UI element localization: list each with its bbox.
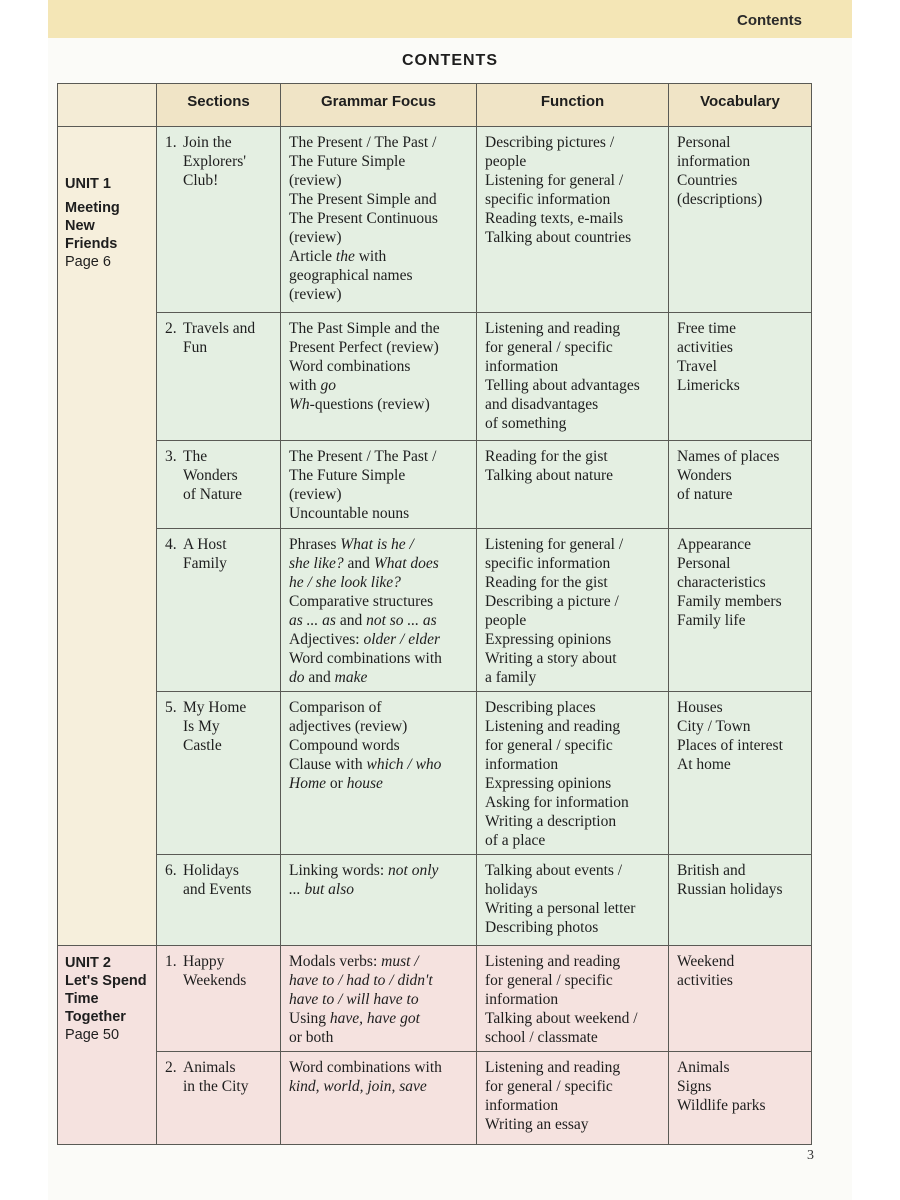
vocabulary-line: Wildlife parks [677, 1097, 766, 1114]
section-title-text: Happy [183, 953, 225, 970]
function-line: for general / specific [485, 1078, 613, 1095]
page-number: 3 [807, 1148, 814, 1163]
function-line: Talking about events / [485, 862, 623, 879]
function-line: Talking about nature [485, 467, 614, 484]
vocabulary-line: Travel [677, 358, 717, 375]
grammar-cell [281, 1052, 477, 1145]
unit-title-line: Time [65, 991, 99, 1007]
section-title-line [165, 338, 274, 357]
function-line: Reading for the gist [485, 448, 608, 465]
grammar-line: Compound words [289, 737, 400, 754]
table-row [58, 946, 812, 1052]
vocabulary-line: activities [677, 972, 733, 989]
grammar-line: The Future Simple [289, 153, 406, 170]
grammar-line: adjectives (review) [289, 718, 408, 735]
section-title-line [165, 880, 274, 899]
vocabulary-line: Countries [677, 172, 738, 189]
section-title-line [165, 861, 274, 880]
vocabulary-line: Family life [677, 612, 746, 629]
grammar-line: ... but also [289, 881, 355, 898]
table-row [58, 1052, 812, 1145]
grammar-line: Word combinations [289, 358, 411, 375]
grammar-line: he / she look like? [289, 574, 401, 591]
vocabulary-line: Family members [677, 593, 782, 610]
function-line: Asking for information [485, 794, 629, 811]
function-line: specific information [485, 555, 611, 572]
grammar-line: The Present / The Past / [289, 134, 437, 151]
function-line: for general / specific [485, 737, 613, 754]
section-number: 6. [165, 862, 177, 879]
section-title-line [165, 1077, 274, 1096]
function-cell [477, 692, 669, 855]
grammar-line: Phrases What is he / [289, 536, 414, 553]
column-header-vocabulary: Vocabulary [669, 84, 812, 127]
function-cell [477, 127, 669, 313]
column-header-sections: Sections [157, 84, 281, 127]
function-line: holidays [485, 881, 538, 898]
function-line: Listening and reading [485, 718, 621, 735]
unit-title-line: New Friends [65, 218, 118, 252]
function-line: Reading for the gist [485, 574, 608, 591]
section-title-line [165, 171, 274, 190]
section-title-line [165, 554, 274, 573]
function-line: information [485, 358, 559, 375]
grammar-line: The Future Simple [289, 467, 406, 484]
unit-title [65, 199, 150, 253]
section-title-text: Travels and [183, 320, 256, 337]
grammar-cell [281, 692, 477, 855]
grammar-line: The Present Continuous [289, 210, 438, 227]
section-cell [157, 529, 281, 692]
vocabulary-line: characteristics [677, 574, 766, 591]
section-number: 3. [165, 448, 177, 465]
function-line: and disadvantages [485, 396, 599, 413]
grammar-line: Using have, have got [289, 1010, 420, 1027]
vocabulary-line: Houses [677, 699, 723, 716]
section-title-line [165, 736, 274, 755]
table-row [58, 313, 812, 441]
function-line: Writing a personal letter [485, 900, 636, 917]
section-title-line [165, 971, 274, 990]
vocabulary-line: Names of places [677, 448, 780, 465]
function-line: Expressing opinions [485, 631, 612, 648]
section-title-text: of Nature [183, 486, 242, 503]
unit-number: UNIT 2 [65, 955, 111, 971]
vocabulary-line: activities [677, 339, 733, 356]
grammar-cell [281, 855, 477, 946]
grammar-line: with go [289, 377, 336, 394]
function-line: Listening and reading [485, 953, 621, 970]
grammar-line: Word combinations with [289, 1059, 442, 1076]
function-line: a family [485, 669, 537, 686]
vocabulary-line: information [677, 153, 751, 170]
section-cell [157, 127, 281, 313]
section-title-text: Family [183, 555, 227, 572]
vocabulary-cell [669, 1052, 812, 1145]
running-header: Contents [737, 12, 802, 29]
grammar-line: Word combinations with [289, 650, 442, 667]
function-line: Listening for general / [485, 172, 624, 189]
grammar-cell [281, 529, 477, 692]
section-title-line [165, 319, 274, 338]
vocabulary-line: (descriptions) [677, 191, 763, 208]
grammar-line: Comparative structures [289, 593, 434, 610]
vocabulary-cell [669, 313, 812, 441]
vocabulary-cell [669, 529, 812, 692]
function-cell [477, 1052, 669, 1145]
table-row [58, 692, 812, 855]
section-title-text: and Events [183, 881, 252, 898]
section-title-line [165, 535, 274, 554]
grammar-line: Uncountable nouns [289, 505, 410, 522]
grammar-line: (review) [289, 286, 342, 303]
function-line: Reading texts, e-mails [485, 210, 624, 227]
section-cell [157, 855, 281, 946]
function-line: school / classmate [485, 1029, 598, 1046]
grammar-line: The Present / The Past / [289, 448, 437, 465]
grammar-line: or both [289, 1029, 334, 1046]
section-title-text: Animals [183, 1059, 236, 1076]
grammar-line: she like? and What does [289, 555, 439, 572]
function-cell [477, 313, 669, 441]
grammar-line: The Past Simple and the [289, 320, 440, 337]
function-line: Talking about countries [485, 229, 632, 246]
grammar-line: geographical names [289, 267, 413, 284]
section-cell [157, 313, 281, 441]
grammar-line: Comparison of [289, 699, 382, 716]
grammar-line: Present Perfect (review) [289, 339, 439, 356]
table-row [58, 441, 812, 529]
function-line: Describing pictures / [485, 134, 615, 151]
column-header-grammar: Grammar Focus [281, 84, 477, 127]
unit-title-line: Together [65, 1009, 126, 1025]
unit-title-line: Let's Spend [65, 973, 147, 989]
unit-page-ref: Page 50 [65, 1027, 120, 1043]
grammar-cell [281, 313, 477, 441]
grammar-line: (review) [289, 229, 342, 246]
grammar-line: do and make [289, 669, 368, 686]
section-cell [157, 946, 281, 1052]
section-title-line [165, 717, 274, 736]
section-title-line [165, 952, 274, 971]
section-cell [157, 692, 281, 855]
vocabulary-cell [669, 855, 812, 946]
vocabulary-cell [669, 946, 812, 1052]
function-line: of a place [485, 832, 546, 849]
section-cell [157, 441, 281, 529]
section-title-text: Wonders [183, 467, 238, 484]
header-band [48, 0, 852, 38]
section-title-text: Weekends [183, 972, 247, 989]
vocabulary-line: Russian holidays [677, 881, 783, 898]
function-line: Talking about weekend / [485, 1010, 638, 1027]
grammar-line: Wh-questions (review) [289, 396, 430, 413]
section-number: 2. [165, 1059, 177, 1076]
section-number: 5. [165, 699, 177, 716]
function-line: for general / specific [485, 339, 613, 356]
vocabulary-cell [669, 441, 812, 529]
section-title-text: Castle [183, 737, 222, 754]
grammar-line: (review) [289, 486, 342, 503]
section-title-text: in the City [183, 1078, 249, 1095]
grammar-cell [281, 127, 477, 313]
function-line: Listening for general / [485, 536, 624, 553]
function-line: Describing a picture / [485, 593, 619, 610]
section-title-text: Join the [183, 134, 232, 151]
vocabulary-line: Personal [677, 555, 731, 572]
function-line: specific information [485, 191, 611, 208]
section-title-line [165, 152, 274, 171]
table-row [58, 529, 812, 692]
section-number: 1. [165, 953, 177, 970]
vocabulary-line: Signs [677, 1078, 712, 1095]
table-row [58, 127, 812, 313]
function-line: information [485, 756, 559, 773]
vocabulary-line: Personal [677, 134, 731, 151]
grammar-line: Article the with [289, 248, 387, 265]
vocabulary-line: At home [677, 756, 731, 773]
function-line: Describing places [485, 699, 596, 716]
section-title-line [165, 447, 274, 466]
function-line: people [485, 153, 527, 170]
column-header-function: Function [477, 84, 669, 127]
unit-cell [58, 127, 157, 946]
function-line: Telling about advantages [485, 377, 640, 394]
unit-page-ref: Page 6 [65, 254, 111, 270]
function-line: Expressing opinions [485, 775, 612, 792]
function-line: people [485, 612, 527, 629]
function-cell [477, 855, 669, 946]
section-number: 1. [165, 134, 177, 151]
grammar-line: have to / will have to [289, 991, 419, 1008]
section-title-text: Fun [183, 339, 208, 356]
section-title-line [165, 698, 274, 717]
section-number: 4. [165, 536, 177, 553]
table-row [58, 855, 812, 946]
section-title-text: Holidays [183, 862, 239, 879]
section-cell [157, 1052, 281, 1145]
vocabulary-line: Places of interest [677, 737, 783, 754]
grammar-line: Adjectives: older / elder [289, 631, 441, 648]
section-title-text: Explorers' [183, 153, 247, 170]
grammar-line: The Present Simple and [289, 191, 437, 208]
grammar-cell [281, 441, 477, 529]
function-line: Listening and reading [485, 320, 621, 337]
vocabulary-cell [669, 127, 812, 313]
function-line: for general / specific [485, 972, 613, 989]
function-cell [477, 441, 669, 529]
vocabulary-line: Free time [677, 320, 736, 337]
page-title: CONTENTS [402, 52, 498, 69]
function-line: Describing photos [485, 919, 599, 936]
vocabulary-line: Animals [677, 1059, 730, 1076]
unit-number: UNIT 1 [65, 176, 111, 192]
section-title-text: My Home [183, 699, 247, 716]
function-line: information [485, 1097, 559, 1114]
vocabulary-line: of nature [677, 486, 733, 503]
grammar-line: kind, world, join, save [289, 1078, 427, 1095]
grammar-line: Home or house [289, 775, 383, 792]
function-line: information [485, 991, 559, 1008]
section-title-text: Club! [183, 172, 219, 189]
grammar-line: Clause with which / who [289, 756, 442, 773]
contents-table [57, 83, 812, 1145]
section-title-text: A Host [183, 536, 227, 553]
section-title-line [165, 1058, 274, 1077]
function-line: Writing a description [485, 813, 617, 830]
section-title-text: The [183, 448, 208, 465]
vocabulary-line: Wonders [677, 467, 732, 484]
grammar-cell [281, 946, 477, 1052]
unit-column-header [58, 84, 157, 127]
vocabulary-line: City / Town [677, 718, 751, 735]
vocabulary-cell [669, 692, 812, 855]
vocabulary-line: Weekend [677, 953, 735, 970]
unit-title [65, 972, 150, 1026]
function-cell [477, 946, 669, 1052]
grammar-line: (review) [289, 172, 342, 189]
function-line: Writing an essay [485, 1116, 589, 1133]
grammar-line: Modals verbs: must / [289, 953, 419, 970]
grammar-line: have to / had to / didn't [289, 972, 433, 989]
section-number: 2. [165, 320, 177, 337]
function-line: Writing a story about [485, 650, 617, 667]
section-title-line [165, 485, 274, 504]
grammar-line: Linking words: not only [289, 862, 439, 879]
vocabulary-line: British and [677, 862, 746, 879]
section-title-line [165, 466, 274, 485]
function-cell [477, 529, 669, 692]
grammar-line: as ... as and not so ... as [289, 612, 437, 629]
vocabulary-line: Appearance [677, 536, 752, 553]
unit-cell [58, 946, 157, 1145]
function-line: of something [485, 415, 567, 432]
section-title-text: Is My [183, 718, 220, 735]
function-line: Listening and reading [485, 1059, 621, 1076]
unit-title-line: Meeting [65, 200, 120, 216]
section-title-line [165, 133, 274, 152]
vocabulary-line: Limericks [677, 377, 740, 394]
